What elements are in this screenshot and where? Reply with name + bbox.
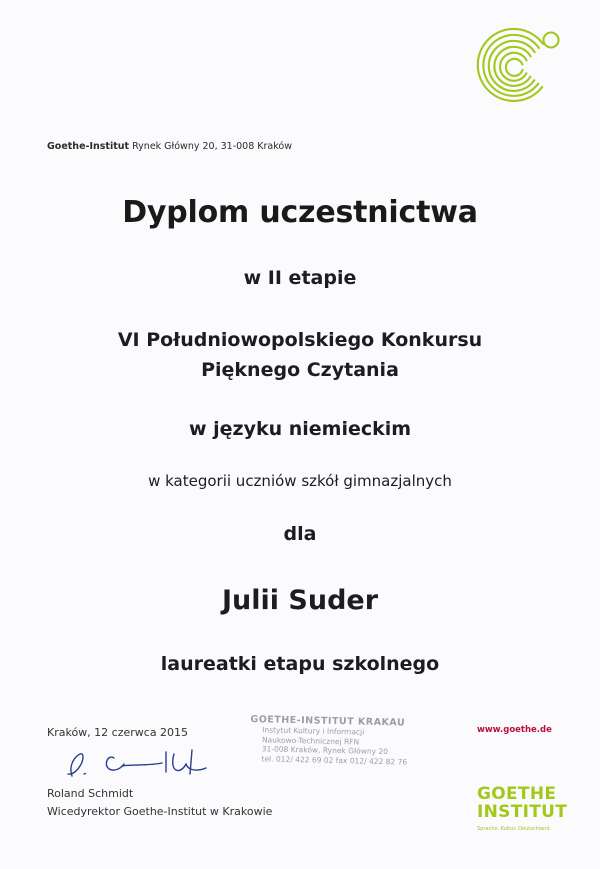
contest-line-1: VI Południowopolskiego Konkursu — [117, 329, 483, 351]
institute-stamp — [249, 714, 425, 767]
org-name: Goethe-Institut — [47, 141, 130, 152]
issue-date: Kraków, 12 czerwca 2015 — [47, 726, 189, 739]
signer-name: Roland Schmidt — [47, 787, 134, 800]
brand-line-2: INSTITUT — [477, 802, 568, 822]
signer-role: Wicedyrektor Goethe-Institut w Krakowie — [47, 805, 273, 818]
org-address: Rynek Główny 20, 31-008 Kraków — [132, 141, 292, 152]
category-line: w kategorii uczniów szkół gimnazjalnych — [148, 472, 452, 490]
stamp-line-3: Naukowo-Technicznej RFN — [261, 734, 360, 746]
website-link[interactable]: www.goethe.de — [477, 725, 552, 735]
stamp-line-4: 31-008 Kraków, Rynek Główny 20 — [261, 744, 389, 757]
certificate-title: Dyplom uczestnictwa — [122, 195, 478, 230]
contest-line-2: Pięknego Czytania — [201, 359, 399, 381]
goethe-spiral-logo-icon — [471, 20, 567, 112]
stamp-line-1: GOETHE-INSTITUT KRAKAU — [250, 714, 406, 729]
distinction-line: laureatki etapu szkolnego — [160, 653, 440, 675]
brand-line-1: GOETHE — [477, 784, 557, 804]
contest-name — [0, 325, 600, 385]
for-line: dla — [283, 523, 317, 545]
goethe-brand-logo — [477, 785, 567, 832]
stage-line: w II etapie — [243, 267, 357, 289]
handwritten-signature — [62, 744, 222, 784]
institute-header — [47, 141, 292, 152]
recipient-name: Julii Suder — [221, 585, 379, 616]
language-line: w języku niemieckim — [188, 418, 412, 440]
stamp-line-5: tel. 012/ 422 69 02 fax 012/ 422 82 76 — [261, 753, 408, 767]
brand-tagline: Sprache. Kultur. Deutschland. — [477, 826, 552, 832]
stamp-line-2: Instytut Kultury i Informacji — [262, 725, 365, 737]
